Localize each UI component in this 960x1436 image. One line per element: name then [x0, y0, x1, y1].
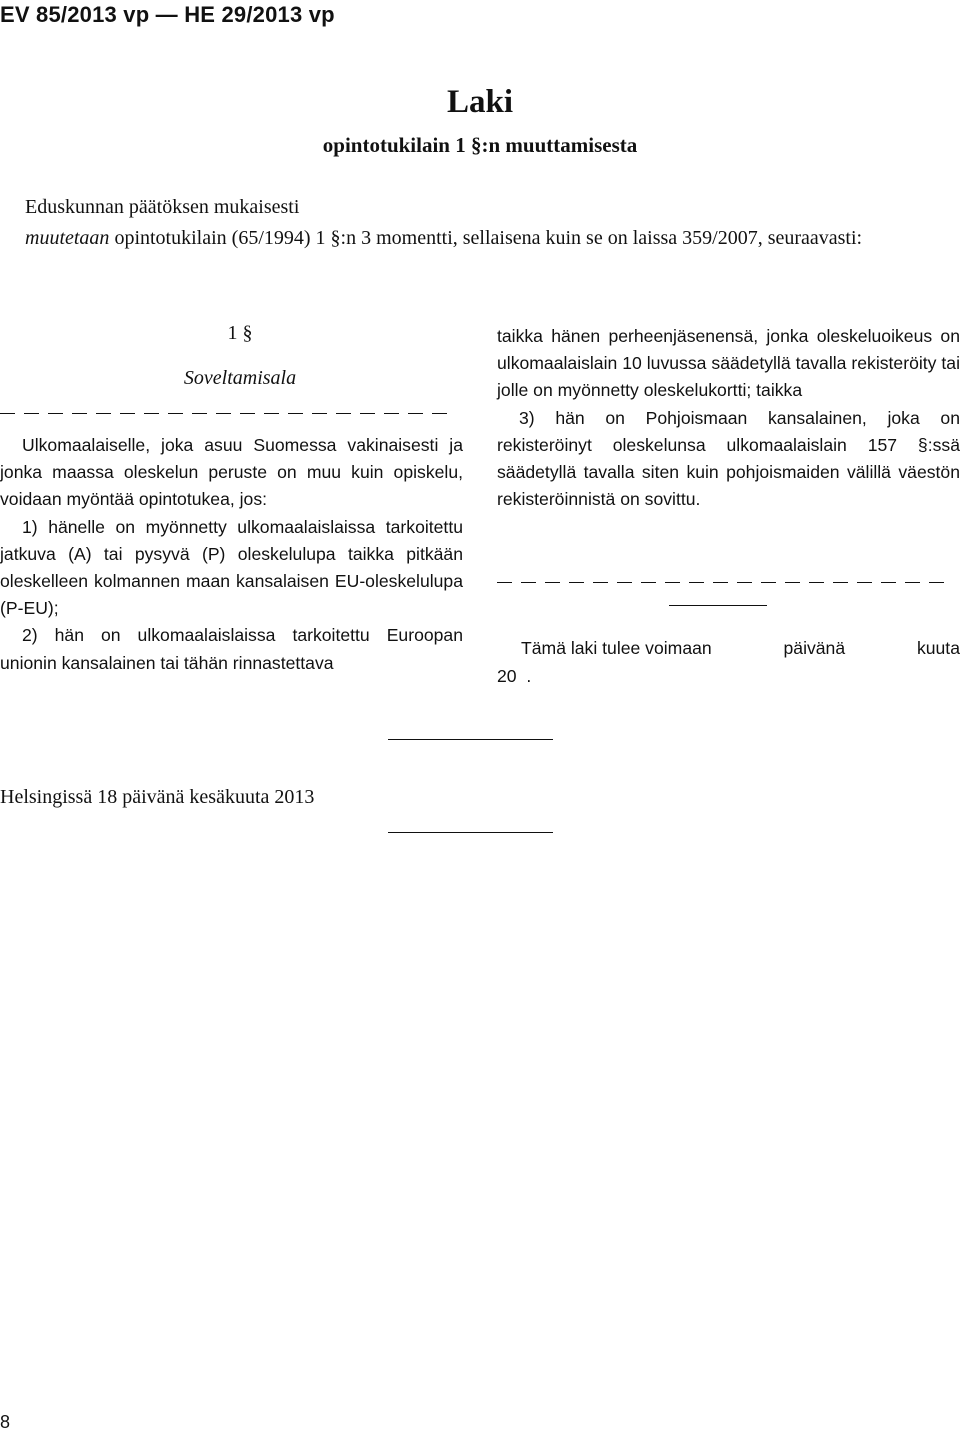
list-item-3: 3) hän on Pohjoismaan kansalainen, joka on rekisteröinyt oleskelunsa ulkomaalaislain 157 §:ssä säädetyllä tavalla siten kuin pohjoismaiden välillä väestön rekisteröinnistä on sovittu.	[497, 407, 960, 510]
right-column	[497, 323, 960, 513]
law-title: Laki	[446, 84, 514, 120]
omission-dashes	[0, 413, 447, 414]
page-number: 8	[0, 1412, 11, 1432]
entry-into-force-day: päivänä	[783, 638, 846, 658]
preamble-amendment-text: opintotukilain (65/1994) 1 §:n 3 momentti, sellaisena kuin se on laissa 359/2007, seuraavasti:	[109, 227, 863, 249]
law-subtitle: opintotukilain 1 §:n muuttamisesta	[322, 133, 638, 157]
preamble-enacting-clause: Eduskunnan päätöksen mukaisesti	[25, 196, 300, 218]
section-intro-paragraph: Ulkomaalaiselle, joka asuu Suomessa vakinaisesti ja jonka maassa oleskelun peruste on muu kuin opiskelu, voidaan myöntää opintotukea, jos:	[0, 435, 463, 510]
section-number: 1 §	[227, 322, 253, 344]
signature-rule-top	[388, 739, 553, 740]
entry-into-force	[497, 634, 960, 690]
list-item-2: 2) hän on ulkomaalaislaissa tarkoitettu Euroopan unionin kansalainen tai tähän rinnastettava	[0, 625, 463, 673]
omission-dashes-right	[497, 582, 944, 583]
preamble-amendment-clause	[25, 224, 955, 253]
section-end-rule	[669, 605, 767, 606]
left-column	[0, 432, 463, 677]
entry-into-force-month: kuuta	[916, 638, 960, 658]
signing-place-date: Helsingissä 18 päivänä kesäkuuta 2013	[0, 786, 315, 808]
section-title: Soveltamisala	[183, 367, 297, 389]
entry-into-force-text: Tämä laki tulee voimaan	[521, 638, 712, 658]
signature-rule-bottom	[388, 832, 553, 833]
list-item-1: 1) hänelle on myönnetty ulkomaalaislaissa tarkoitettu jatkuva (A) tai pysyvä (P) oleskelulupa taikka pitkään oleskelleen kolmannen maan kansalaisen EU-oleskelulupa (P-EU);	[0, 516, 463, 619]
preamble-verb: muutetaan	[25, 227, 110, 249]
document-header: EV 85/2013 vp — HE 29/2013 vp	[0, 2, 335, 27]
entry-into-force-year: 20 .	[497, 666, 532, 686]
list-item-2-continuation: taikka hänen perheenjäsenensä, jonka oleskeluoikeus on ulkomaalaislain 10 luvussa säädetyllä tavalla rekisteröity tai jolle on myönnetty oleskelukortti; taikka	[497, 326, 960, 401]
